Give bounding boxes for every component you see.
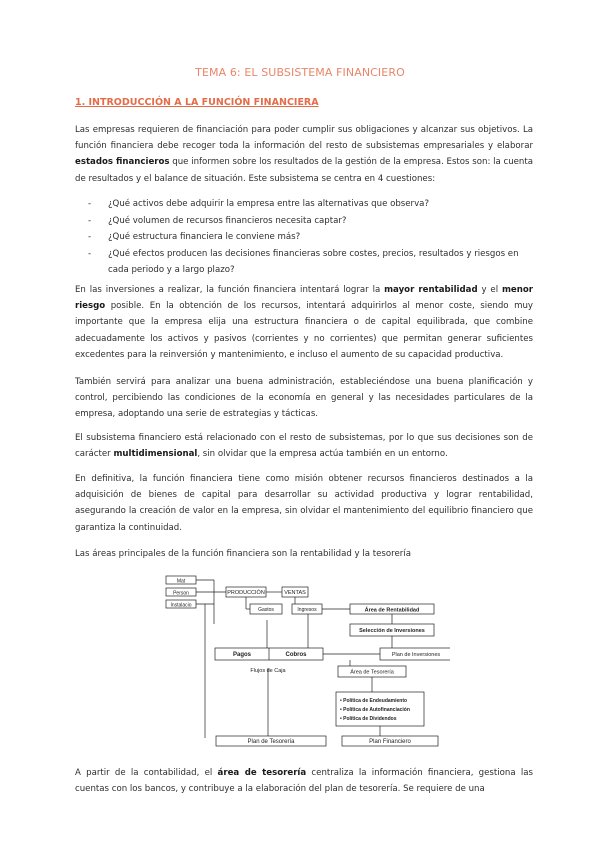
- paragraph-areas: Las áreas principales de la función financiera son la rentabilidad y la tesorería: [75, 549, 411, 559]
- financial-function-diagram: [160, 572, 450, 752]
- label-produccion: PRODUCCIÓN: [227, 590, 265, 596]
- label-plan-inversiones: Plan de Inversiones: [391, 652, 441, 658]
- paragraph-investments: En las inversiones a realizar, la función financiera intentará lograr la mayor rentabilidad y el menor riesgo posible. En la obtención de los recursos, intentará adquirirlos al menor coste, siendo muy importante que la empresa elija una estructura financiera o de capital equilibrada, que combine adecuadamente los activos y pasivos (corrientes y no corrientes) que permitan generar suficientes excedentes para la reinversión y mantenimiento, e incluso el aumento de su capacidad productiva.: [75, 285, 533, 360]
- label-seleccion-inversiones: Selección de Inversiones: [359, 628, 425, 634]
- label-gastos: Gastos: [258, 607, 274, 613]
- label-pagos: Pagos: [232, 652, 252, 658]
- document-title: TEMA 6: EL SUBSISTEMA FINANCIERO: [195, 66, 405, 79]
- paragraph-intro: Las empresas requieren de financiación para poder cumplir sus obligaciones y alcanzar sus objetivos. La función financiera debe recoger toda la información del resto de subsistemas empresariales y elaborar estados financieros que informen sobre los resultados de la gestión de la empresa. Estos son: la cuenta de resultados y el balance de situación. Este subsistema se centra en 4 cuestiones:: [75, 125, 534, 184]
- paragraph-mission: En definitiva, la función financiera tiene como misión obtener recursos financieros destinados a la adquisición de bienes de capital para desarrollar su actividad productiva y lograr rentabilidad, asegurando la creación de valor en la empresa, sin olvidar el mantenimiento del equilibrio financiero que garantiza la continuidad.: [75, 474, 533, 533]
- label-area-tesoreria: Área de Tesorería: [350, 669, 394, 676]
- paragraph-administration: También servirá para analizar una buena administración, estableciéndose una buena planificación y control, percibiendo las condiciones de la economía en general y las necesidades particulares de la empresa, adoptando una serie de estrategias y tácticas.: [75, 377, 533, 420]
- label-ingresos: Ingresos: [297, 607, 317, 613]
- label-flujos-caja: Flujos de Caja: [250, 668, 286, 674]
- list-item: - ¿Qué activos debe adquirir la empresa entre las alternativas que observa?: [88, 199, 430, 209]
- list-item: - ¿Qué estructura financiera le conviene más?: [88, 232, 301, 243]
- section-heading: 1. INTRODUCCIÓN A LA FUNCIÓN FINANCIERA: [75, 97, 319, 108]
- label-politica-endeudamiento: • Política de Endeudamiento: [340, 698, 408, 704]
- label-area-rentabilidad: Área de Rentabilidad: [364, 607, 420, 614]
- label-person: Person: [173, 590, 189, 597]
- label-plan-financiero: Plan Financiero: [369, 739, 411, 745]
- label-politica-autofinanciacion: • Política de Autofinanciación: [340, 707, 410, 713]
- questions-list: [88, 196, 533, 279]
- label-plan-tesoreria: Plan de Tesorería: [247, 739, 295, 745]
- paragraph-tesoreria: A partir de la contabilidad, el área de tesorería centraliza la información financiera, gestiona las cuentas con los bancos, y contribuye a la elaboración del plan de tesorería. Se requiere de una: [75, 768, 533, 795]
- label-instalaciones: Instalacio: [170, 602, 192, 609]
- label-ventas: VENTAS: [284, 590, 306, 596]
- list-item: - ¿Qué efectos producen las decisiones financieras sobre costes, precios, resultados y riesgos en cada periodo y a largo plazo?: [88, 248, 519, 276]
- label-cobros: Cobros: [285, 652, 307, 658]
- list-item: - ¿Qué volumen de recursos financieros necesita captar?: [88, 215, 347, 226]
- label-mat: Mat: [176, 578, 186, 585]
- label-politica-dividendos: • Política de Dividendos: [340, 716, 397, 722]
- paragraph-multidimensional: El subsistema financiero está relacionado con el resto de subsistemas, por lo que sus decisiones son de carácter multidimensional, sin olvidar que la empresa actúa también en un entorno.: [75, 433, 533, 460]
